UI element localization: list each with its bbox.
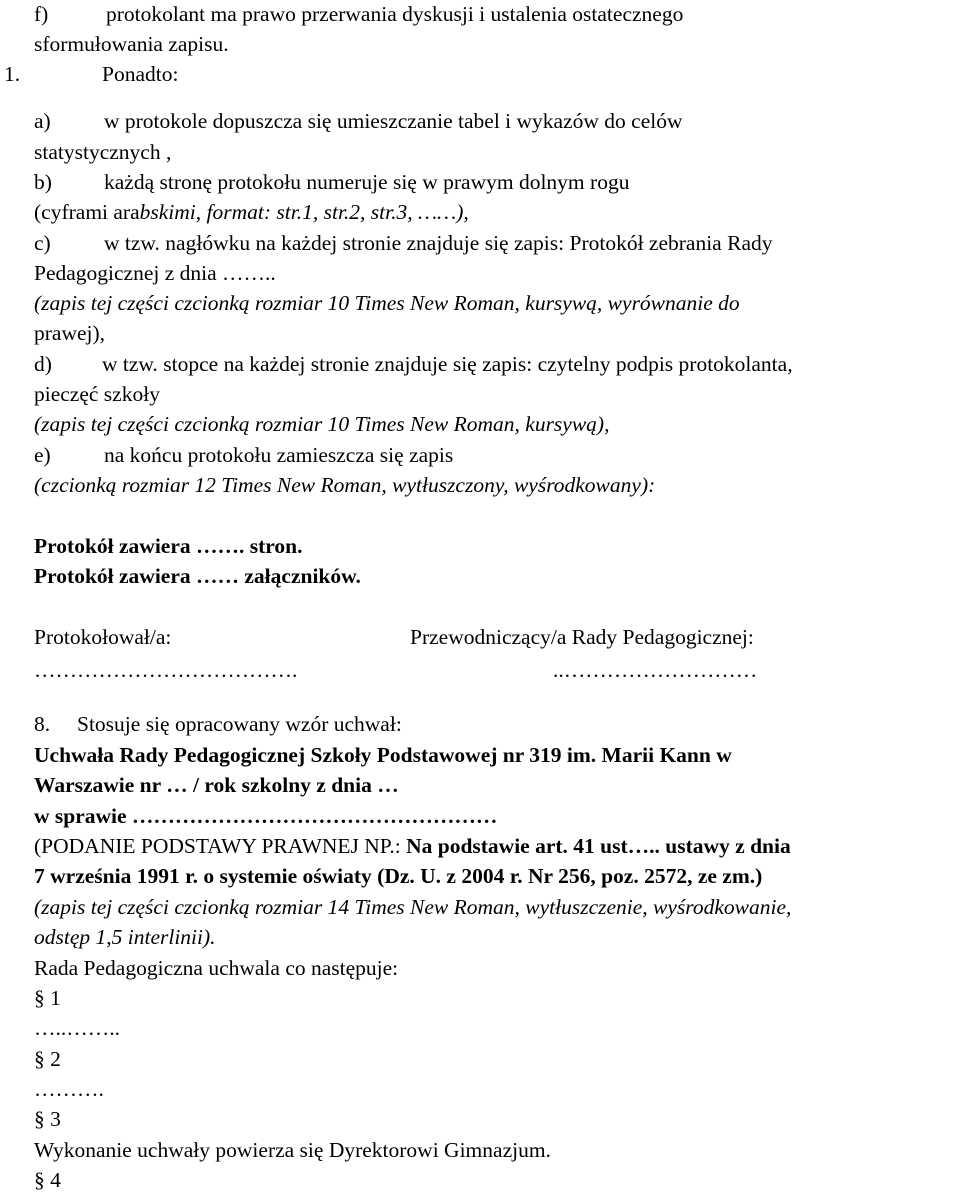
chairperson-signature-label: Przewodniczący/a Rady Pedagogicznej: — [410, 625, 754, 649]
item-b-label: b) — [34, 170, 52, 194]
legal-basis-line2: 7 września 1991 r. o systemie oświaty (Dz. U. z 2004 r. Nr 256, poz. 2572, ze zm.) — [34, 864, 763, 888]
item-a-continuation: statystycznych , — [34, 140, 172, 164]
paragraph-4-marker: § 4 — [34, 1168, 61, 1192]
item-d-label: d) — [34, 352, 52, 376]
section-8-heading: Stosuje się opracowany wzór uchwał: — [77, 712, 402, 736]
legal-basis-line1 — [34, 836, 791, 858]
section-8-number: 8. — [34, 712, 51, 736]
item-e-format-note: (czcionką rozmiar 12 Times New Roman, wytłuszczony, wyśrodkowany): — [34, 473, 656, 497]
item-c-format-note: (zapis tej części czcionką rozmiar 10 Times New Roman, kursywą, wyrównanie do — [34, 291, 740, 315]
item-c-continuation: Pedagogicznej z dnia …….. — [34, 261, 276, 285]
item-b-continuation-plain: (cyframi ara — [34, 200, 140, 224]
resolution-format-note-continuation: odstęp 1,5 interlinii). — [34, 925, 216, 949]
resolution-format-note: (zapis tej części czcionką rozmiar 14 Times New Roman, wytłuszczenie, wyśrodkowanie, — [34, 895, 792, 919]
paragraph-2-placeholder: ………. — [34, 1077, 104, 1101]
item-b-continuation-italic: bskimi, format: str.1, str.2, str.3, ……), — [139, 200, 469, 224]
item-f-text: protokolant ma prawo przerwania dyskusji i ustalenia ostatecznego — [106, 2, 684, 26]
item-d-format-note: (zapis tej części czcionką rozmiar 10 Times New Roman, kursywą), — [34, 412, 610, 436]
item-c-label: c) — [34, 231, 51, 255]
recorder-signature-line: ………………………………. — [34, 658, 298, 682]
item-e-label: e) — [34, 443, 51, 467]
item-a-text: w protokole dopuszcza się umieszczanie tabel i wykazów do celów — [104, 109, 683, 133]
item-a-label: a) — [34, 109, 51, 133]
item-f-label: f) — [34, 2, 49, 26]
item-d-continuation: pieczęć szkoły — [34, 382, 160, 406]
chairperson-signature-line: ..……………………… — [553, 658, 758, 682]
item-e-text: na końcu protokołu zamieszcza się zapis — [104, 443, 454, 467]
paragraph-3-marker: § 3 — [34, 1107, 61, 1131]
section-1-number: 1. — [4, 62, 21, 86]
item-d-text: w tzw. stopce na każdej stronie znajduje się zapis: czytelny podpis protokolanta, — [102, 352, 793, 376]
item-c-format-note-continuation: prawej), — [34, 321, 106, 345]
recorder-signature-label: Protokołował/a: — [34, 625, 172, 649]
paragraph-1-marker: § 1 — [34, 986, 61, 1010]
paragraph-1-placeholder: …..…….. — [34, 1016, 120, 1040]
paragraph-3-text: Wykonanie uchwały powierza się Dyrektorowi Gimnazjum. — [34, 1138, 551, 1162]
resolution-subject: w sprawie …………………………………………… — [34, 804, 498, 828]
item-c-text: w tzw. nagłówku na każdej stronie znajduje się zapis: Protokół zebrania Rady — [104, 231, 773, 255]
resolution-enactment-line: Rada Pedagogiczna uchwala co następuje: — [34, 956, 399, 980]
item-b-text: każdą stronę protokołu numeruje się w prawym dolnym rogu — [104, 170, 630, 194]
paragraph-2-marker: § 2 — [34, 1047, 61, 1071]
item-b-continuation — [34, 202, 469, 224]
item-f-continuation: sformułowania zapisu. — [34, 32, 229, 56]
attachments-count-line: Protokół zawiera …… załączników. — [34, 564, 361, 588]
legal-basis-placeholder: (PODANIE PODSTAWY PRAWNEJ NP.: — [34, 834, 407, 858]
resolution-title-line2: Warszawie nr … / rok szkolny z dnia … — [34, 773, 399, 797]
resolution-title-line1: Uchwała Rady Pedagogicznej Szkoły Podstawowej nr 319 im. Marii Kann w — [34, 743, 732, 767]
legal-basis-text: Na podstawie art. 41 ust….. ustawy z dnia — [406, 834, 791, 858]
section-1-heading: Ponadto: — [102, 62, 179, 86]
pages-count-line: Protokół zawiera ……. stron. — [34, 534, 303, 558]
